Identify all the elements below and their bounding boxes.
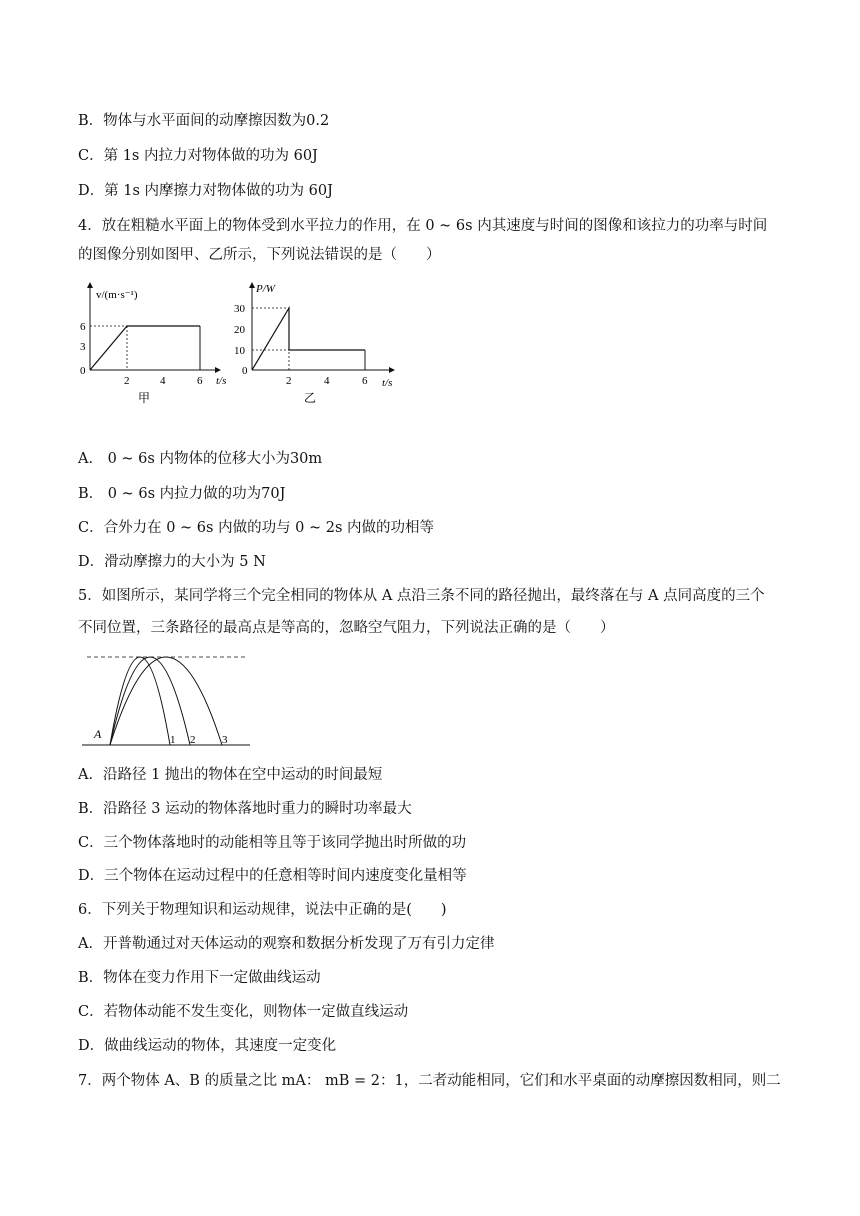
q6-option-b: B．物体在变力作用下一定做曲线运动 [78, 970, 321, 986]
q3-option-d: D．第 1s 内摩擦力对物体做的功为 60J [78, 183, 333, 199]
path-2-label: 2 [190, 734, 196, 746]
q4-option-d: D．滑动摩擦力的大小为 5 N [78, 554, 266, 570]
q4-graph-jia [70, 278, 240, 408]
q5-option-b: B．沿路径 3 运动的物体落地时重力的瞬时功率最大 [78, 801, 412, 817]
jia-ytick-6: 6 [80, 321, 86, 333]
yi-xtick-4: 4 [324, 375, 330, 387]
jia-xtick-6: 6 [197, 375, 203, 387]
yi-ytick-30: 30 [234, 303, 245, 315]
path-3-label: 3 [222, 734, 228, 746]
jia-caption: 甲 [138, 391, 151, 405]
q5-option-a: A．沿路径 1 抛出的物体在空中运动的时间最短 [78, 767, 383, 783]
jia-origin: 0 [80, 365, 86, 377]
q4-option-a: A． 0 ~ 6s 内物体的位移大小为30m [78, 451, 323, 467]
q6-option-a: A．开普勒通过对天体运动的观察和数据分析发现了万有引力定律 [78, 936, 495, 952]
point-a-label: A [94, 727, 102, 741]
q5-stem-line1: 5．如图所示，某同学将三个完全相同的物体从 A 点沿三条不同的路径抛出，最终落在与 A 点同高度的三个 [78, 588, 765, 604]
yi-xtick-6: 6 [362, 375, 368, 387]
q4-option-b: B． 0 ~ 6s 内拉力做的功为70J [78, 486, 286, 502]
q5-option-c: C．三个物体落地时的动能相等且等于该同学抛出时所做的功 [78, 835, 467, 851]
jia-xtick-4: 4 [160, 375, 166, 387]
jia-xtick-2: 2 [124, 375, 130, 387]
yi-ytick-20: 20 [234, 324, 245, 336]
jia-ytick-3: 3 [80, 341, 86, 353]
q5-stem-line2: 不同位置，三条路径的最高点是等高的，忽略空气阻力，下列说法正确的是（ ） [78, 620, 615, 636]
jia-ylabel: v/(m·s⁻¹) [96, 289, 138, 301]
q3-option-c: C．第 1s 内拉力对物体做的功为 60J [78, 148, 318, 164]
q4-graph-yi [232, 278, 412, 408]
q3-option-b: B．物体与水平面间的动摩擦因数为0.2 [78, 113, 330, 129]
q4-stem-line2: 的图像分别如图甲、乙所示，下列说法错误的是（ ） [78, 247, 441, 263]
q4-stem-line1: 4．放在粗糙水平面上的物体受到水平拉力的作用，在 0 ~ 6s 内其速度与时间的图像和该拉力的功率与时间 [78, 218, 768, 234]
jia-xlabel: t/s [216, 375, 227, 387]
yi-ytick-10: 10 [234, 345, 245, 357]
q7-stem: 7．两个物体 A、B 的质量之比 mA： mB = 2：1，二者动能相同，它们和水平桌面的动摩擦因数相同，则二 [78, 1073, 781, 1089]
q6-stem: 6．下列关于物理知识和运动规律，说法中正确的是( ) [78, 902, 447, 918]
q5-projectile-figure [82, 650, 252, 750]
yi-caption: 乙 [304, 391, 317, 405]
yi-origin: 0 [242, 365, 248, 377]
q5-option-d: D．三个物体在运动过程中的任意相等时间内速度变化量相等 [78, 868, 467, 884]
q6-option-d: D．做曲线运动的物体，其速度一定变化 [78, 1038, 337, 1054]
yi-xlabel: t/s [382, 377, 393, 389]
q4-option-c: C．合外力在 0 ~ 6s 内做的功与 0 ~ 2s 内做的功相等 [78, 520, 435, 536]
yi-ylabel: P/W [256, 283, 275, 295]
q6-option-c: C．若物体动能不发生变化，则物体一定做直线运动 [78, 1004, 409, 1020]
yi-xtick-2: 2 [286, 375, 292, 387]
path-1-label: 1 [170, 734, 176, 746]
